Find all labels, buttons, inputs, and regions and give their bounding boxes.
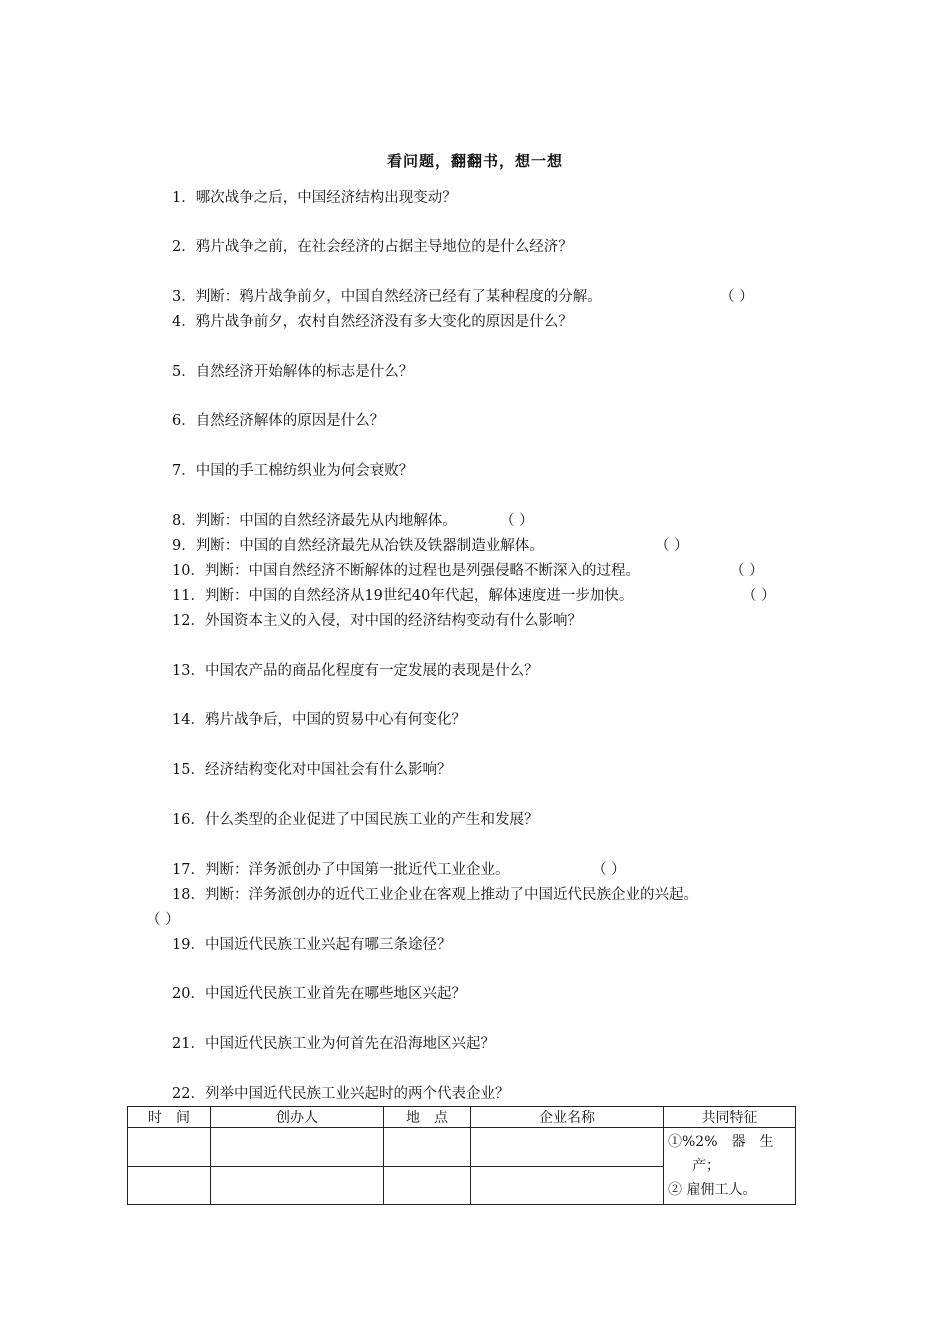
question-3: 3．判断：鸦片战争前夕，中国自然经济已经有了某种程度的分解。 （ ） — [172, 289, 754, 305]
feature-line-1: ①%2% 器 生 — [668, 1134, 774, 1150]
table-cell[interactable] — [128, 1166, 211, 1205]
feature-line-2: 产； — [692, 1158, 720, 1174]
question-1: 1．哪次战争之后，中国经济结构出现变动？ — [172, 190, 457, 206]
table-header-row — [128, 1107, 796, 1128]
question-16: 16．什么类型的企业促进了中国民族工业的产生和发展？ — [172, 812, 539, 828]
question-12: 12．外国资本主义的入侵，对中国的经济结构变动有什么影响？ — [172, 613, 582, 629]
question-10: 10．判断：中国自然经济不断解体的过程也是列强侵略不断深入的过程。 （ ） — [172, 563, 764, 579]
question-21: 21．中国近代民族工业为何首先在沿海地区兴起？ — [172, 1036, 495, 1052]
feature-line-3: ② 雇佣工人。 — [668, 1182, 757, 1198]
question-6: 6．自然经济解体的原因是什么？ — [172, 413, 385, 429]
table-cell[interactable] — [471, 1166, 664, 1205]
table-cell[interactable] — [211, 1166, 384, 1205]
question-7: 7．中国的手工棉纺织业为何会衰败？ — [172, 463, 414, 479]
question-11: 11．判断：中国的自然经济从19世纪40年代起，解体速度进一步加快。 （ ） — [172, 588, 776, 604]
header-location: 地 点 — [384, 1107, 471, 1128]
table-cell[interactable] — [128, 1128, 211, 1167]
question-14: 14．鸦片战争后，中国的贸易中心有何变化？ — [172, 712, 466, 728]
answer-paren: （ ） — [720, 289, 754, 305]
question-20: 20．中国近代民族工业首先在哪些地区兴起？ — [172, 986, 466, 1002]
question-18-paren: （ ） — [146, 912, 180, 928]
question-13: 13．中国农产品的商品化程度有一定发展的表现是什么？ — [172, 663, 539, 679]
question-8: 8．判断：中国的自然经济最先从内地解体。 （ ） — [172, 513, 534, 529]
question-5: 5．自然经济开始解体的标志是什么？ — [172, 364, 414, 380]
answer-paren: （ ） — [655, 538, 689, 554]
answer-paren: （ ） — [730, 563, 764, 579]
header-time: 时 间 — [128, 1107, 211, 1128]
question-4: 4．鸦片战争前夕，农村自然经济没有多大变化的原因是什么？ — [172, 314, 573, 330]
header-enterprise-name: 企业名称 — [471, 1107, 664, 1128]
question-15: 15．经济结构变化对中国社会有什么影响？ — [172, 762, 452, 778]
table-cell[interactable] — [471, 1128, 664, 1167]
table-cell[interactable] — [211, 1128, 384, 1167]
answer-paren: （ ） — [742, 588, 776, 604]
table-cell[interactable] — [384, 1128, 471, 1167]
question-2: 2．鸦片战争之前，在社会经济的占据主导地位的是什么经济？ — [172, 239, 573, 255]
answer-paren: （ ） — [500, 513, 534, 529]
question-9: 9．判断：中国的自然经济最先从冶铁及铁器制造业解体。 （ ） — [172, 538, 689, 554]
question-18: 18．判断：洋务派创办的近代工业企业在客观上推动了中国近代民族企业的兴起。 — [172, 887, 698, 903]
question-17: 17．判断：洋务派创办了中国第一批近代工业企业。 （ ） — [172, 862, 626, 878]
question-19: 19．中国近代民族工业兴起有哪三条途径？ — [172, 937, 452, 953]
common-features-cell — [664, 1128, 796, 1205]
table-row — [128, 1128, 796, 1167]
page-title: 看问题，翻翻书，想一想 — [386, 152, 563, 170]
question-22: 22．列举中国近代民族工业兴起时的两个代表企业？ — [172, 1086, 510, 1102]
answer-paren: （ ） — [592, 862, 626, 878]
header-common-features: 共同特征 — [664, 1107, 796, 1128]
header-founder: 创办人 — [211, 1107, 384, 1128]
enterprise-table — [127, 1106, 796, 1205]
table-cell[interactable] — [384, 1166, 471, 1205]
